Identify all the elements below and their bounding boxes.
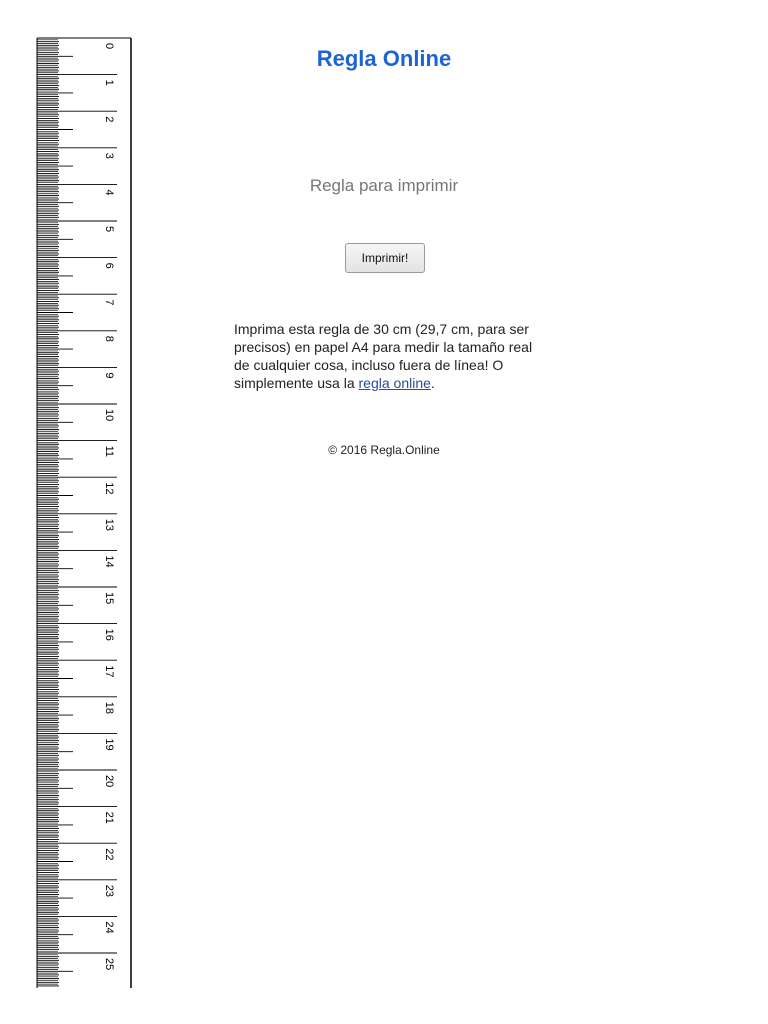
ruler-label: 7 — [103, 299, 115, 306]
ruler-label: 6 — [103, 262, 115, 269]
page-subtitle: Regla para imprimir — [309, 176, 459, 195]
ruler-label: 24 — [103, 921, 115, 934]
ruler-label: 12 — [103, 482, 115, 495]
ruler-label: 19 — [103, 738, 115, 751]
ruler-label: 2 — [103, 116, 115, 123]
print-button[interactable]: Imprimir! — [345, 243, 425, 273]
ruler-label: 4 — [103, 189, 115, 196]
ruler-label: 15 — [103, 592, 115, 605]
ruler-label: 9 — [103, 372, 115, 379]
ruler-label: 8 — [103, 335, 115, 342]
footer-copyright: © 2016 Regla.Online — [328, 443, 440, 457]
online-ruler-link[interactable]: regla online — [358, 375, 431, 391]
ruler-label: 17 — [103, 665, 115, 678]
description-end: . — [430, 375, 435, 391]
page-title: Regla Online — [316, 46, 452, 71]
ruler-label: 25 — [103, 958, 115, 971]
ruler-label: 5 — [103, 226, 115, 233]
ruler-label: 3 — [103, 152, 115, 159]
ruler-label: 21 — [103, 811, 115, 824]
ruler-label: 18 — [103, 701, 115, 715]
description-text: Imprima esta regla de 30 cm (29,7 cm, para ser precisos) en papel A4 para medir la tamaño real de cualquier cosa, incluso fuera de línea! O simplemente usa la — [234, 321, 533, 391]
ruler-label: 1 — [103, 79, 115, 86]
ruler-label: 10 — [103, 409, 115, 422]
description — [234, 320, 534, 392]
ruler-label: 0 — [103, 43, 115, 50]
ruler-label: 11 — [103, 445, 115, 458]
ruler-label: 14 — [103, 555, 115, 568]
ruler-label: 13 — [103, 518, 115, 532]
ruler-label: 23 — [103, 884, 115, 898]
ruler-label: 20 — [103, 775, 115, 788]
ruler-label: 16 — [103, 628, 115, 641]
ruler-label: 22 — [103, 848, 115, 861]
